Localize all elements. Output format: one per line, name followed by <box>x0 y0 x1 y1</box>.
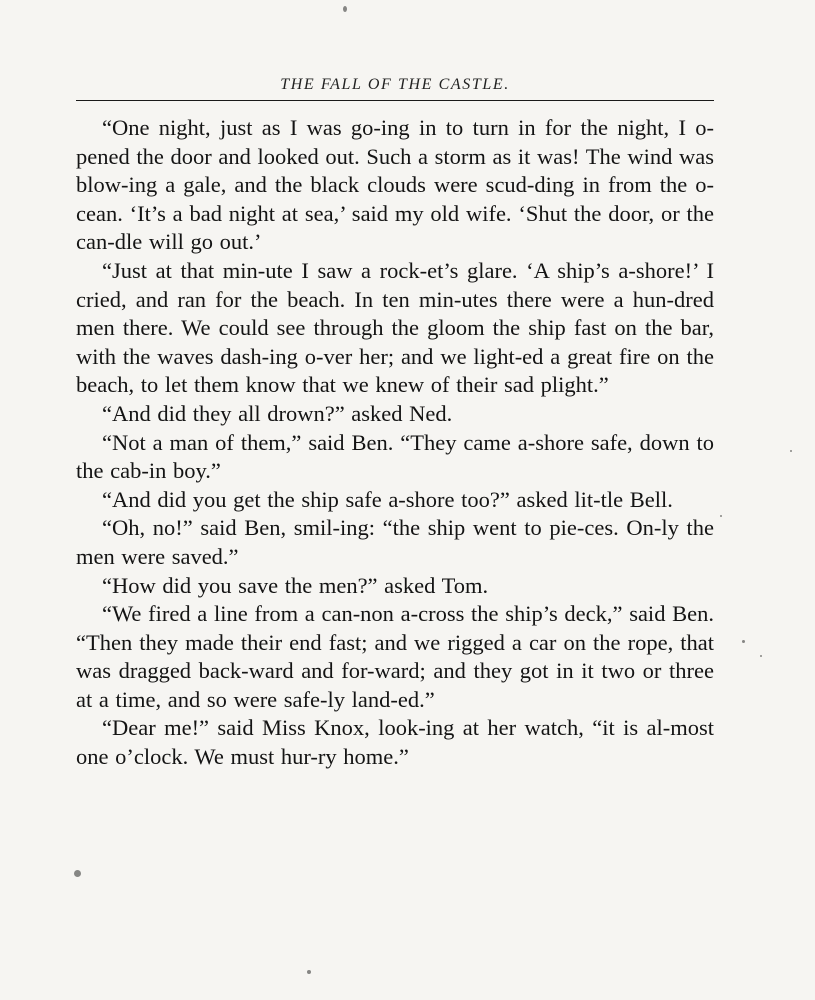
scan-speck <box>307 970 311 974</box>
paragraph: “Dear me!” said Miss Knox, look-ing at her watch, “it is al-most one o’clock. We must hur-ry home.” <box>76 715 714 770</box>
paragraph: “We fired a line from a can-non a-cross the ship’s deck,” said Ben. “Then they made their end fast; and we rigged a car on the rope, that was dragged back-ward and for-ward; and they got in it two or three at a time, and so were safe-ly land-ed.” <box>76 601 714 712</box>
paragraph: “Oh, no!” said Ben, smil-ing: “the ship went to pie-ces. On-ly the men were saved.” <box>76 515 714 569</box>
page-body <box>76 114 714 772</box>
running-head: THE FALL OF THE CASTLE. <box>280 76 510 93</box>
paragraph: “And did you get the ship safe a-shore too?” asked lit-tle Bell. <box>102 486 673 512</box>
paragraph: “Not a man of them,” said Ben. “They came a-shore safe, down to the cab-in boy.” <box>76 429 714 484</box>
scan-speck <box>720 515 722 517</box>
scan-speck <box>790 450 792 452</box>
paragraph: “And did they all drown?” asked Ned. <box>102 400 453 426</box>
paragraph: “How did you save the men?” asked Tom. <box>102 572 489 598</box>
scan-speck <box>343 6 347 12</box>
header-rule <box>76 100 714 101</box>
paragraph: “Just at that min-ute I saw a rock-et’s glare. ‘A ship’s a-shore!’ I cried, and ran for the beach. In ten min-utes there were a hun-dred men there. We could see through the gloom the ship fast on the bar, with the waves dash-ing o-ver her; and we light-ed a great fire on the beach, to let them know that we knew of their sad plight.” <box>76 257 714 398</box>
scan-speck <box>760 655 762 657</box>
paragraph: “One night, just as I was go-ing in to turn in for the night, I o-pened the door and looked out. Such a storm as it was! The wind was blow-ing a gale, and the black clouds were scud-ding in from the o-cean. ‘It’s a bad night at sea,’ said my old wife. ‘Shut the door, or the can-dle will go out.’ <box>76 115 714 255</box>
scan-speck <box>74 870 81 877</box>
scan-speck <box>742 640 745 643</box>
